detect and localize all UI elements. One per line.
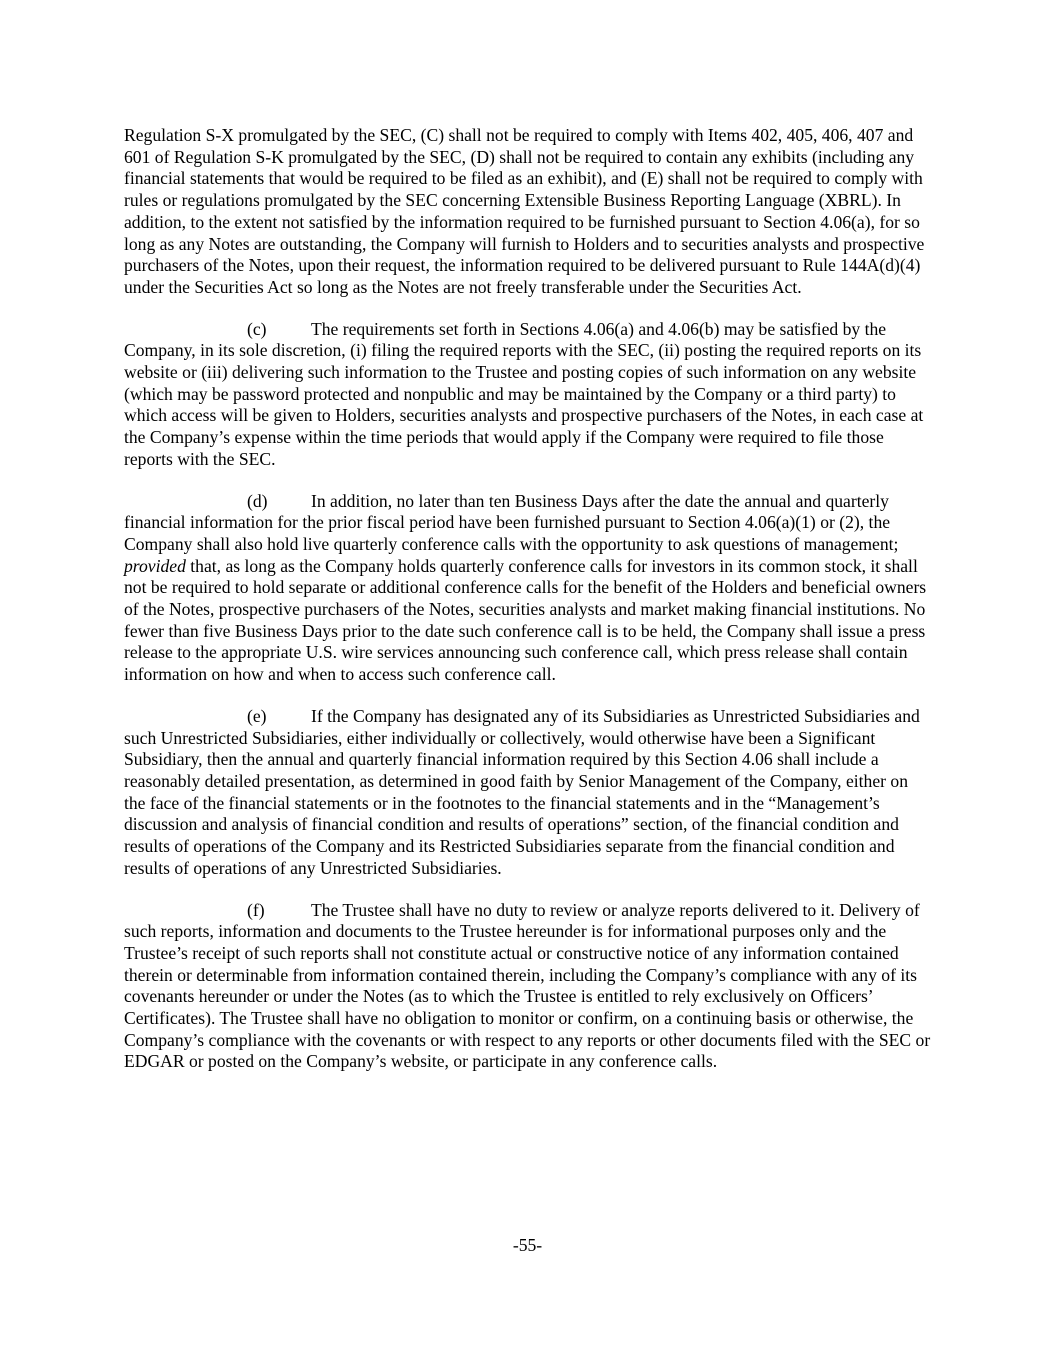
paragraph-f-text: The Trustee shall have no duty to review or analyze reports delivered to it. Delivery of such reports, information and documents to the Trustee hereunder is for informational purposes only and the Trustee’s receipt of such reports shall not constitute actual or constructive notice of any information contained therein or determinable from information contained therein, including the Company’s compliance with any of its covenants hereunder or under the Notes (as to which the Trustee is entitled to rely exclusively on Officers’ Certificates). The Trustee shall have no obligation to monitor or confirm, on a continuing basis or otherwise, the Company’s compliance with the covenants or with respect to any reports or other documents filed with the SEC or EDGAR or posted on the Company’s website, or participate in any conference calls. [124, 899, 931, 1072]
paragraph-d-label: (d) [247, 490, 268, 511]
paragraph-d [124, 491, 932, 686]
paragraph-d-text-after: that, as long as the Company holds quarterly conference calls for investors in its common stock, it shall not be required to hold separate or additional conference calls for the benefit of the Holders and beneficial owners of the Notes, prospective purchasers of the Notes, securities analysts and market making financial institutions. No fewer than five Business Days prior to the date such conference call is to be held, the Company shall issue a press release to the appropriate U.S. wire services announcing such conference call, which press release shall contain information on how and when to access such conference call. [124, 555, 927, 685]
paragraph-c-label: (c) [247, 318, 267, 339]
paragraph-d-emphasis: provided [124, 555, 186, 576]
page-number: -55- [512, 1235, 543, 1255]
paragraph-c-text: The requirements set forth in Sections 4.06(a) and 4.06(b) may be satisfied by the Company, in its sole discretion, (i) filing the required reports with the SEC, (ii) posting the required reports on its website or (iii) delivering such information to the Trustee and posting copies of such information on any website (which may be password protected and nonpublic and may be maintained by the Company or a third party) to which access will be given to Holders, securities analysts and prospective purchasers of the Notes, in each case at the Company’s expense within the time periods that would apply if the Company were required to file those reports with the SEC. [124, 318, 924, 469]
document-body [124, 125, 932, 1093]
paragraph-e-label: (e) [247, 705, 267, 726]
paragraph-d-text-before: In addition, no later than ten Business Days after the date the annual and quarterly financial information for the prior fiscal period have been furnished pursuant to Section 4.06(a)(1) or (2), the Company shall also hold live quarterly conference calls with the opportunity to ask questions of management; [124, 490, 899, 554]
paragraph-e [124, 706, 932, 880]
continuation-paragraph: Regulation S-X promulgated by the SEC, (C) shall not be required to comply with Items 402, 405, 406, 407 and 601 of Regulation S-K promulgated by the SEC, (D) shall not be required to contain any exhibits (including any financial statements that would be required to be filed as an exhibit), and (E) shall not be required to comply with rules or regulations promulgated by the SEC concerning Extensible Business Reporting Language (XBRL). In addition, to the extent not satisfied by the information required to be furnished pursuant to Section 4.06(a), for so long as any Notes are outstanding, the Company will furnish to Holders and to securities analysts and prospective purchasers of the Notes, upon their request, the information required to be delivered pursuant to Rule 144A(d)(4) under the Securities Act so long as the Notes are not freely transferable under the Securities Act. [124, 125, 925, 297]
paragraph-f-label: (f) [247, 899, 265, 920]
paragraph-e-text: If the Company has designated any of its Subsidiaries as Unrestricted Subsidiaries and such Unrestricted Subsidiaries, either individually or collectively, would otherwise have been a Significant Subsidiary, then the annual and quarterly financial information required by this Section 4.06 shall include a reasonably detailed presentation, as determined in good faith by Senior Management of the Company, either on the face of the financial statements or in the footnotes to the financial statements and in the “Management’s discussion and analysis of financial condition and results of operations” section, of the financial condition and results of operations of the Company and its Restricted Subsidiaries separate from the financial condition and results of operations of any Unrestricted Subsidiaries. [124, 705, 920, 878]
paragraph-f [124, 900, 932, 1074]
paragraph-c [124, 319, 932, 471]
